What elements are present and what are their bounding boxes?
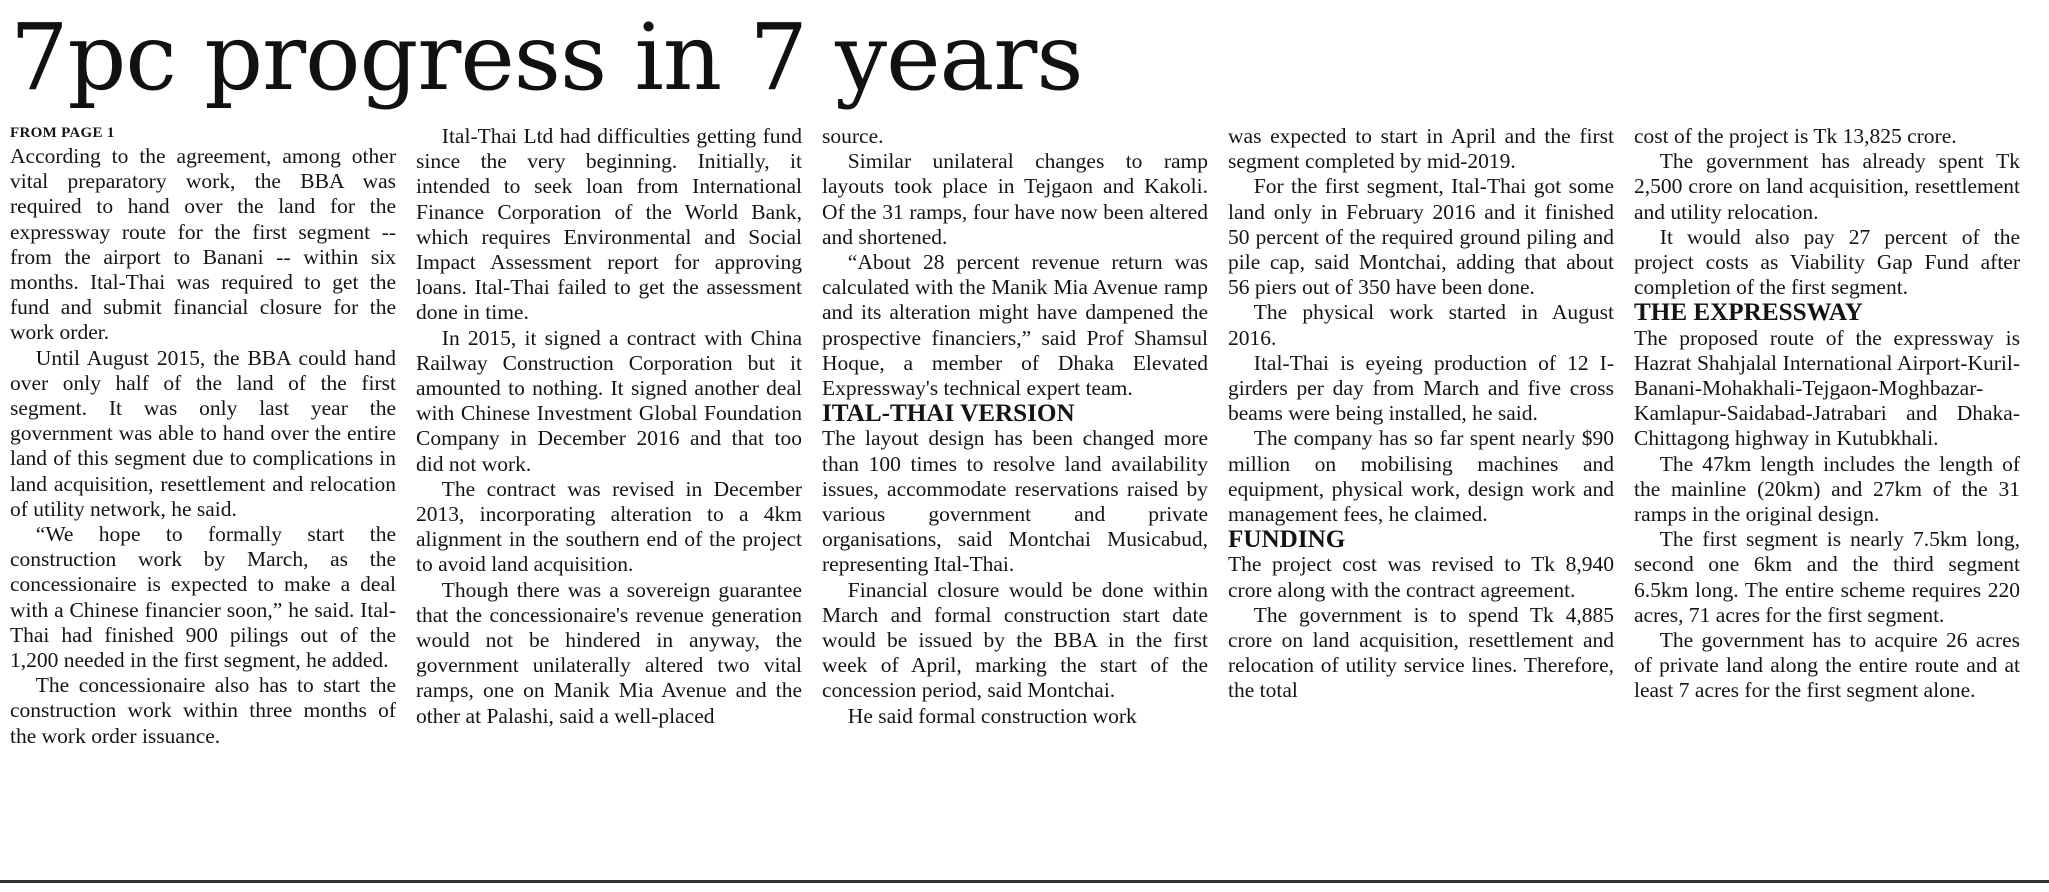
article-paragraph: Ital-Thai Ltd had difficulties getting fund since the very beginning. Initially, it intended to seek loan from International Finance Corporation of the World Bank, which requires Environmental and Social Impact Assessment report for approving loans. Ital-Thai failed to get the assessment done in time. — [416, 124, 802, 325]
article-paragraph: The physical work started in August 2016. — [1228, 300, 1614, 350]
section-subhead: FUNDING — [1228, 526, 1346, 554]
continued-from-label: FROM PAGE 1 — [10, 125, 115, 141]
article-paragraph: Though there was a sovereign guarantee that the concessionaire's revenue generation would not be hindered in anyway, the government unilaterally altered two vital ramps, one on Manik Mia Avenue and the other at Palashi, said a well-placed — [416, 577, 802, 728]
article-column-4 — [1228, 124, 1614, 864]
article-paragraph: Until August 2015, the BBA could hand over only half of the land of the first segment. It was only last year the government was able to hand over the entire land of this segment due to complications in land acquisition, resettlement and relocation of utility network, he said. — [10, 345, 396, 521]
article-paragraph: Similar unilateral changes to ramp layouts took place in Tejgaon and Kakoli. Of the 31 ramps, four have now been altered and shortened. — [822, 149, 1208, 249]
article-paragraph: The government has to acquire 26 acres of private land along the entire route and at least 7 acres for the first segment alone. — [1634, 628, 2020, 703]
article-paragraph: Ital-Thai is eyeing production of 12 I-girders per day from March and five cross beams were being installed, he said. — [1228, 350, 1614, 426]
article-paragraph: cost of the project is Tk 13,825 crore. — [1634, 124, 1957, 148]
article-column-5 — [1634, 124, 2020, 864]
article-paragraph: It would also pay 27 percent of the project costs as Viability Gap Fund after completion of the first segment. — [1634, 224, 2020, 300]
article-paragraph: According to the agreement, among other vital preparatory work, the BBA was required to hand over the land for the expressway route for the first segment -- from the airport to Banani -- within six months. Ital-Thai was required to get the fund and submit financial closure for the work order. — [10, 144, 396, 345]
article-paragraph: The layout design has been changed more than 100 times to resolve land availability issues, accommodate reservations raised by various government and private organisations, said Montchai Musicabud, representing Ital-Thai. — [822, 426, 1208, 577]
article-paragraph: “We hope to formally start the construction work by March, as the concessionaire is expected to make a deal with a Chinese financier soon,” he said. Ital-Thai had finished 900 pilings out of the 1,200 needed in the first segment, he added. — [10, 522, 396, 673]
article-paragraph: The proposed route of the expressway is Hazrat Shahjalal International Airport-Kuril-Banani-Mohakhali-Tejgaon-Moghbazar-Kamlapur-Saidabad-Jatrabari and Dhaka-Chittagong highway in Kutubkhali. — [1634, 325, 2020, 451]
article-paragraph: The government has already spent Tk 2,500 crore on land acquisition, resettlement and utility relocation. — [1634, 149, 2020, 224]
bottom-rule — [0, 880, 2049, 883]
article-paragraph: The contract was revised in December 2013, incorporating alteration to a 4km alignment in the southern end of the project to avoid land acquisition. — [416, 476, 802, 577]
article-paragraph: The project cost was revised to Tk 8,940 crore along with the contract agreement. — [1228, 552, 1614, 602]
article-paragraph: The 47km length includes the length of the mainline (20km) and 27km of the 31 ramps in the original design. — [1634, 451, 2020, 527]
article-paragraph: was expected to start in April and the first segment completed by mid-2019. — [1228, 124, 1614, 174]
article-paragraph: source. — [822, 124, 884, 148]
article-paragraph: The first segment is nearly 7.5km long, second one 6km and the third segment 6.5km long. The entire scheme requires 220 acres, 71 acres for the first segment. — [1634, 527, 2020, 627]
article-paragraph: The concessionaire also has to start the construction work within three months of the work order issuance. — [10, 673, 396, 748]
headline: 7pc progress in 7 years — [10, 4, 1083, 111]
article-paragraph: The company has so far spent nearly $90 million on mobilising machines and equipment, physical work, design work and management fees, he claimed. — [1228, 426, 1614, 527]
article-column-1 — [10, 124, 396, 864]
article-paragraph: The government is to spend Tk 4,885 crore on land acquisition, resettlement and relocation of utility service lines. Therefore, the total — [1228, 602, 1614, 703]
article-column-2 — [416, 124, 802, 864]
article-paragraph: In 2015, it signed a contract with China Railway Construction Corporation but it amounted to nothing. It signed another deal with Chinese Investment Global Foundation Company in December 2016 and that too did not work. — [416, 325, 802, 476]
article-paragraph: “About 28 percent revenue return was calculated with the Manik Mia Avenue ramp and its alteration might have dampened the prospective financiers,” said Prof Shamsul Hoque, a member of Dhaka Elevated Expressway's technical expert team. — [822, 250, 1208, 401]
section-subhead: ITAL-THAI VERSION — [822, 400, 1075, 428]
section-subhead: THE EXPRESSWAY — [1634, 299, 1863, 327]
article-paragraph: For the first segment, Ital-Thai got some land only in February 2016 and it finished 50 percent of the required ground piling and pile cap, said Montchai, adding that about 56 piers out of 350 have been done. — [1228, 174, 1614, 300]
article-paragraph: He said formal construction work — [847, 703, 1137, 728]
article-column-3 — [822, 124, 1208, 864]
article-paragraph: Financial closure would be done within March and formal construction start date would be issued by the BBA in the first week of April, marking the start of the concession period, said Montchai. — [822, 577, 1208, 703]
